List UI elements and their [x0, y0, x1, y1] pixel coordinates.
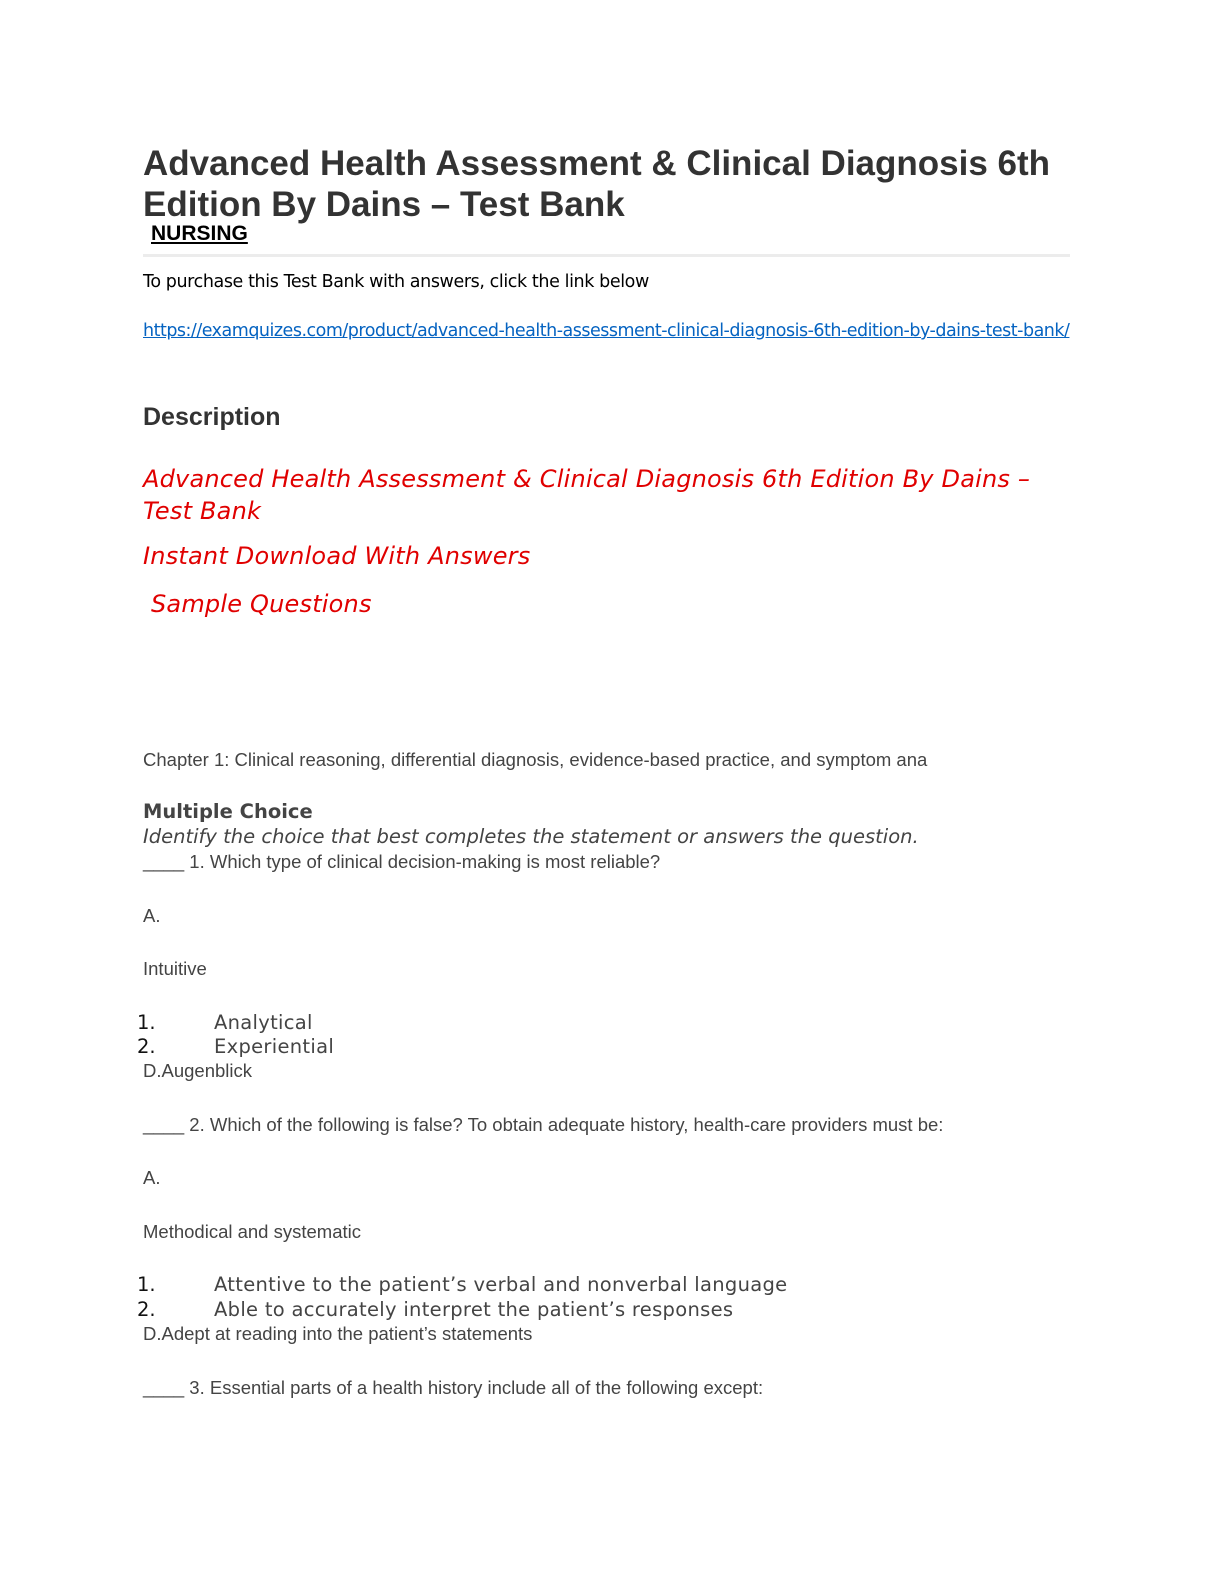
question-1-stem: ____ 1. Which type of clinical decision-making is most reliable? [143, 851, 661, 872]
purchase-text: To purchase this Test Bank with answers, click the link below [143, 272, 649, 292]
question-2-option-d: D.Adept at reading into the patient’s statements [143, 1323, 533, 1344]
list-item: Attentive to the patient’s verbal and nonverbal language [214, 1273, 788, 1296]
question-2-stem: ____ 2. Which of the following is false? To obtain adequate history, health-care providers must be: [143, 1114, 944, 1135]
red-title: Advanced Health Assessment & Clinical Diagnosis 6th Edition By Dains – Test Bank [143, 465, 1031, 525]
sample-questions-text: Sample Questions [151, 590, 372, 618]
question-1-option-a-label: A. [143, 905, 161, 926]
chapter-heading: Chapter 1: Clinical reasoning, differential diagnosis, evidence-based practice, and symptom ana [143, 749, 928, 770]
question-2-option-a-text: Methodical and systematic [143, 1221, 361, 1242]
multiple-choice-heading: Multiple Choice [143, 800, 313, 823]
list-item: Analytical [214, 1011, 313, 1034]
list-item-number: 2. [137, 1298, 156, 1321]
description-heading: Description [143, 403, 281, 431]
list-item: Experiential [214, 1035, 335, 1058]
title-divider [143, 254, 1070, 257]
product-link[interactable]: https://examquizes.com/product/advanced-health-assessment-clinical-diagnosis-6th-edition-by-dains-test-bank/ [143, 321, 1070, 341]
question-1-option-a-text: Intuitive [143, 958, 207, 979]
question-1-option-d: D.Augenblick [143, 1060, 253, 1081]
list-item-number: 1. [137, 1273, 156, 1296]
list-item-number: 1. [137, 1011, 156, 1034]
list-item-number: 2. [137, 1035, 156, 1058]
instant-download-text: Instant Download With Answers [143, 542, 531, 570]
question-3-stem: ____ 3. Essential parts of a health history include all of the following except: [143, 1377, 764, 1398]
list-item: Able to accurately interpret the patient’s responses [214, 1298, 734, 1321]
category-label[interactable]: NURSING [151, 222, 248, 245]
multiple-choice-instruction: Identify the choice that best completes the statement or answers the question. [143, 825, 919, 848]
document-title: Advanced Health Assessment & Clinical Diagnosis 6th Edition By Dains – Test Bank [143, 144, 1051, 224]
question-2-option-a-label: A. [143, 1167, 161, 1188]
